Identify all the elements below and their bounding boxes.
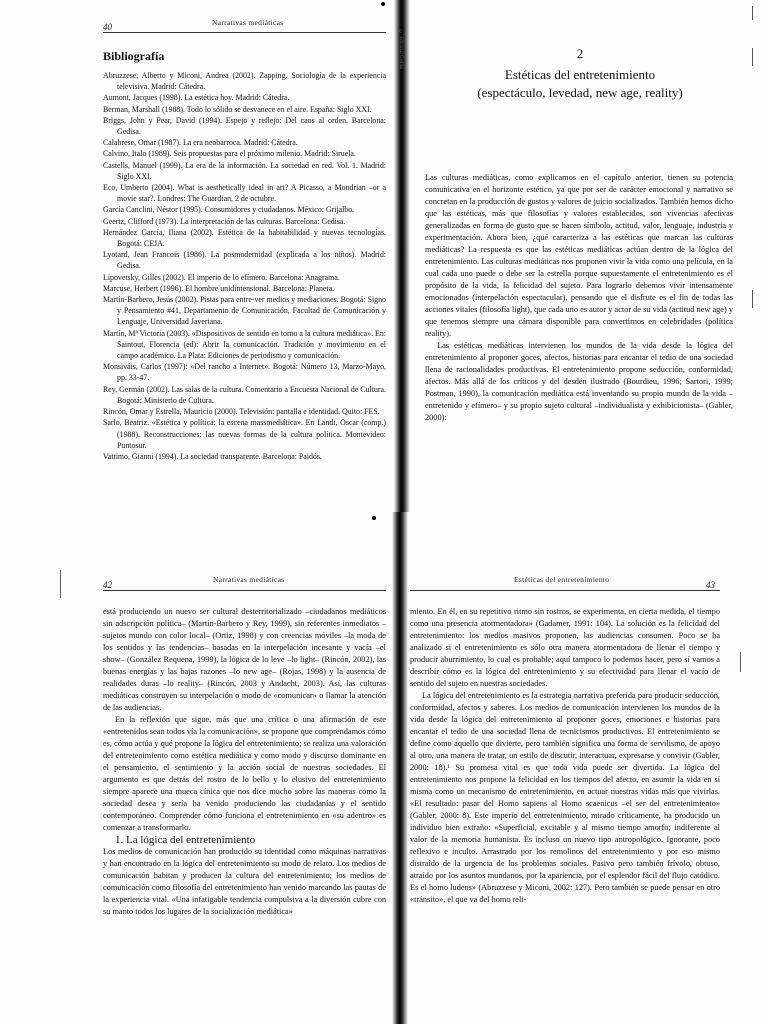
bottom-spread	[0, 512, 768, 1024]
header-rule	[103, 590, 386, 591]
page-number: 40	[103, 22, 112, 32]
bibliography-entry: Martín-Barbero, Jesús (2002). Pistas para entre-ver medios y mediaciones. Bogotá: Signo y Pensamiento #41, Departamento de Comunicación, Facultad de Comunicación y Lenguaje, Universidad Javeriana.	[103, 295, 386, 327]
page-body	[103, 606, 386, 918]
bibliography-entry: Rey, Germán (2002). Las salas de la cultura. Comentario a Encuesta Nacional de Cultura. Bogotá: Ministerio de Cultura.	[103, 384, 386, 405]
bibliography-entry: Eco, Umberto (2004). What is aesthetically ideal in art? A Picasso, a Mondrian –or a movie star?. Londres: The Guardian, 2 de octubre.	[103, 183, 386, 204]
bibliography-entry: Berman, Marshall (1988). Todo lo sólido se desvanece en el aire. España: Siglo XXI.	[103, 104, 372, 114]
bibliography-entry: Abruzzese, Alberto y Miconi, Andrea (2002). Zapping. Sociología de la experiencia televisiva. Madrid: Cátedra.	[103, 71, 386, 92]
bibliography-entry: García Canclini, Néstor (1995). Consumidores y ciudadanos. México: Grijalbo.	[103, 205, 355, 215]
bibliography-entry: Hernández García, Iliana (2002). Estética de la habitabilidad y nuevas tecnologías. Bogotá: CEJA.	[103, 227, 386, 249]
page-body	[410, 606, 720, 906]
chapter-title-line2: (espectáculo, levedad, new age, reality)	[477, 85, 683, 100]
ink-dot	[372, 516, 376, 520]
page-edge-mark	[752, 48, 753, 66]
page-edge-mark	[740, 652, 741, 672]
bibliography-entry: Geertz, Clifford (1973). La interpretación de las culturas. Barcelona: Gedisa.	[103, 216, 346, 226]
bibliography	[103, 50, 386, 462]
running-head: Narrativas mediáticas	[212, 18, 284, 27]
paragraph: está produciendo un nuevo ser cultural desterritorializado –ciudadanos mediáticos sin adscripción política– (Martín-Barbero y Rey, 1999), sin referentes inmediatos –sujetos mundo con color local– (Ortiz, 1998) y con creencias móviles –la moda de los sentidos y las tendencias– basadas en la interpelación incesante y vacía –el show– (González Requena, 1999), la lógica de lo leve –lo light– (Rincón, 2002), las buenas energías y las bajas razones –lo new age– (Rojas, 1998) y la ausencia de realidades duras –lo reality– (Rincón, 2003 y Andacht, 2003). Así, las culturas mediáticas construyen su interpelación o modo de «comunicar» o llamar la atención de las audiencias.	[103, 607, 386, 712]
chapter-number: 2	[576, 46, 584, 61]
chapter-body	[425, 172, 733, 424]
section-heading: 1. La lógica del entretenimiento	[115, 834, 256, 846]
bibliography-entry: Calabrese, Omar (1987). La era neobarroca. Madrid: Cátedra.	[103, 138, 298, 148]
paragraph: miento. En él, en su repetitivo ritmo sin rostros, se experimenta, en cierta medida, el tiempo como una presencia atormentadora» (Gadamer, 1991: 104). La solución es la felicidad del entretenimiento: los medios masivos proponen, las audiencias consumen. Poco se ha analizado si el entretenimiento es sólo otra manera atormentadora de llenar el tiempo y producir aburrimiento, lo cual es probable; aquí tampoco lo podemos hacer, pero sí vamos a describir cómo es la lógica del entretenimiento y su efectividad para llenar el vacío de sentido del sujeto en nuestras sociedades.	[410, 607, 720, 688]
bibliography-entry: Rincón, Omar y Estrella, Mauricio (2000). Televisión: pantalla e identidad. Quito: FES.	[103, 407, 380, 417]
margin-credit: © Editorial Gedisa	[398, 30, 403, 69]
ink-dot	[381, 2, 385, 6]
header-rule	[103, 32, 386, 33]
bibliography-entry: Marcuse, Herbert (1996). El hombre unidimensional. Barcelona: Planeta.	[103, 283, 335, 293]
running-head: Narrativas mediáticas	[213, 575, 285, 584]
running-head: Estéticas del entretenimiento	[514, 575, 610, 584]
bibliography-entry: Castells, Manuel (1999). La era de la información. La sociedad en red. Vol. 1. Madrid: Siglo XXI.	[103, 160, 386, 181]
bibliography-entry: Sarlo, Beatriz. «Estética y política: la escena massmediática». En Landi, Oscar (comp.) (1988). Reconstrucciones: las nuevas formas de la cultura política. Montevideo: Puntosur.	[103, 418, 386, 450]
bibliography-list	[103, 70, 386, 462]
paragraph: Los medios de comunicación han producido su identidad como máquinas narrativas y han encontrado en la lógica del entretenimiento su modo de relato. Los medios de comunicación habitan y producen la cultura del entretenimiento; los medios de comunicación como filosofía del entretenimiento han venido marcando las pautas de la experiencia vital. «Una infatigable tendencia compulsiva a la diversión cubre con su manto todos los lugares de la socialización mediática»	[103, 847, 386, 916]
header-rule	[410, 590, 720, 591]
page-edge-mark	[60, 570, 61, 598]
page-number: 42	[103, 580, 112, 590]
paragraph: Las culturas mediáticas, como explicamos en el capítulo anterior, tienen su potencia comunicativa en el horizonte estético, ya que por ser de carácter emocional y narrativo se concretan en la producción de gustos y valores de juicio socializados. También hemos dicho que las estéticas, más que filosofías y valores establecidos, son vivencias afectivas generalizadas en forma de gusto que se hacen símbolo, actitud, valor, lenguaje, industria y experimentación. Ahora bien, ¿qué caracteriza a las estéticas que marcan las culturas mediáticas? La respuesta es que las estéticas mediáticas actúan dentro de la lógica del entretenimiento. Las culturas mediáticas nos proponen vivir la vida como una película, en la cual cada uno puede o debe ser la estrella porque supuestamente el entretenimiento es el propósito de la vida, la felicidad del sujeto. Para lograrlo debemos vivir intensamente emocionados (interpelación espectacular), pensando que el disfrute es el fin de todas las acciones vitales (filosofía light), que cada uno es autor y actor de su vida (actitud new age) y que tenemos siempre una cámara disponible para convertirnos en celebridades (política reality).	[425, 173, 733, 338]
paragraph: En la reflexión que sigue, más que una crítica o una afirmación de este «entretenidos sean todos vía la comunicación», se propone que comprendamos cómo es, cómo actúa y qué propone la lógica del entretenimiento; se realiza una valoración del entretenimiento como estética mediática y como modo y discurso dominante en el pensamiento, el sentimiento y la acción social de nuestras sociedades. El argumento es que detrás del rostro de lo bello y lo elusivo del entretenimiento siempre aparece una mueca cínica que nos dice mucho sobre las maneras como la sociedad desea y sería ha venido produciendo las ciudadanías y el sentido contemporáneo. Comprender cómo funciona el entretenimiento en «su adentro» es comenzar a transformarlo.	[103, 715, 386, 832]
chapter-title-line1: Estéticas del entretenimiento	[504, 67, 656, 82]
bibliography-entry: Martín, Mª Victoria (2003). «Dispositivos de sentido en torno a la cultura mediática». En: Saintout, Florencia (ed): Abrir la comunicación. Tradición y movimiento en el campo académico. La Plata: Ediciones de periodismo y comunicación.	[103, 328, 386, 361]
page-number: 43	[706, 580, 715, 590]
paragraph: La lógica del entretenimiento es la estrategia narrativa preferida para producir seducción, conformidad, afectos y saberes. Los medios de comunicación intervienen los mundos de la vida desde la lógica del entretenimiento al proponer goces, emociones e historias para encantar el tedio de una sociedad llena de tecnicismos productivos. El entretenimiento se define como aquello que divierte, pero también significa una forma de servilismo, de apoyo al otro, una manera de tratar, un estilo de discutir, interactuar, expresarse y convivir (Gabler, 2000: 18).¹ Su promesa vital es que toda vida puede ser divertida. La lógica del entretenimiento nos propone la felicidad en los tiempos del afecto, en asumir la vida en sí misma como un mecanismo de entretenimiento, en actuar nuestras vidas más que vivirlas. «El resultado: pasar del Homo sapiens al Homo scaenicus –el ser del entretenimiento» (Gabler, 2000: 8). Este imperio del entretenimiento, mirado críticamente, ha producido un individuo bien extraño: «Superficial, excitable y al mismo tiempo amorfo; indiferente al valor de la memoria humanista. Es incluso un nuevo tipo antropológico. Ignorante, poco reflexivo e inculto. Arrastrado por los remolinos del entretenimiento y por eso mismo distraído de la urgencia de los problemas sociales. Pasivo pero también frívolo, obtuso, atraído por los asuntos mundanos, por la apariencia, por el esplendor fácil del flujo catódico. Es el homo ludens» (Abruzzese y Miconi, 2002: 127). Pero también se puede pensar en otro «tránsito», el que va del homo reli-	[410, 691, 720, 904]
bibliography-entry: Aumont, Jacques (1998). La estética hoy. Madrid: Cátedra.	[103, 93, 290, 103]
chapter-title	[430, 66, 730, 102]
bibliography-entry: Lipovetsky, Gilles (2002). El imperio de lo efímero. Barcelona: Anagrama.	[103, 272, 340, 282]
spine-shadow	[394, 0, 410, 512]
bibliography-entry: Calvino, Italo (1989). Seis propuestas para el próximo milenio. Madrid: Siruela.	[103, 149, 356, 159]
bibliography-entry: Vattimo, Gianni (1994). La sociedad transparente. Barcelona: Paidós.	[103, 451, 322, 461]
bibliography-heading: Bibliografía	[103, 49, 165, 63]
bibliography-entry: Briggs, John y Pear, David (1994). Espejo y reflejo: Del caos al orden. Barcelona: Gedisa.	[103, 115, 386, 137]
bibliography-entry: Lyotard, Jean Francois (1986). La posmodernidad (explicada a los niños). Madrid: Gedisa.	[103, 250, 386, 271]
spine-shadow	[392, 512, 408, 1024]
paragraph: Las estéticas mediáticas intervienen los mundos de la vida desde la lógica del entretenimiento al proponer goces, afectos, historias para encantar el tedio de una sociedad llena de racionalidades productivas. El entretenimiento propone seducción, conformidad, afectos. Más allá de los críticos y del desdén ilustrado (Bourdieu, 1996; Sartori, 1999; Postman, 1990), la comunicación mediática está inventando su propio mundo de la vida –entretenido y efímero– y su propio sujeto cultural –individualista y exhibicionista– (Gabler, 2000):	[425, 341, 733, 422]
bibliography-entry: Monsiváis, Carlos (1997): «Del rancho a Internet». Bogotá: Número 13, Marzo-Mayo, pp. 33-47.	[103, 362, 386, 383]
page-edge-mark	[752, 290, 753, 308]
page-edge-mark	[752, 6, 753, 20]
